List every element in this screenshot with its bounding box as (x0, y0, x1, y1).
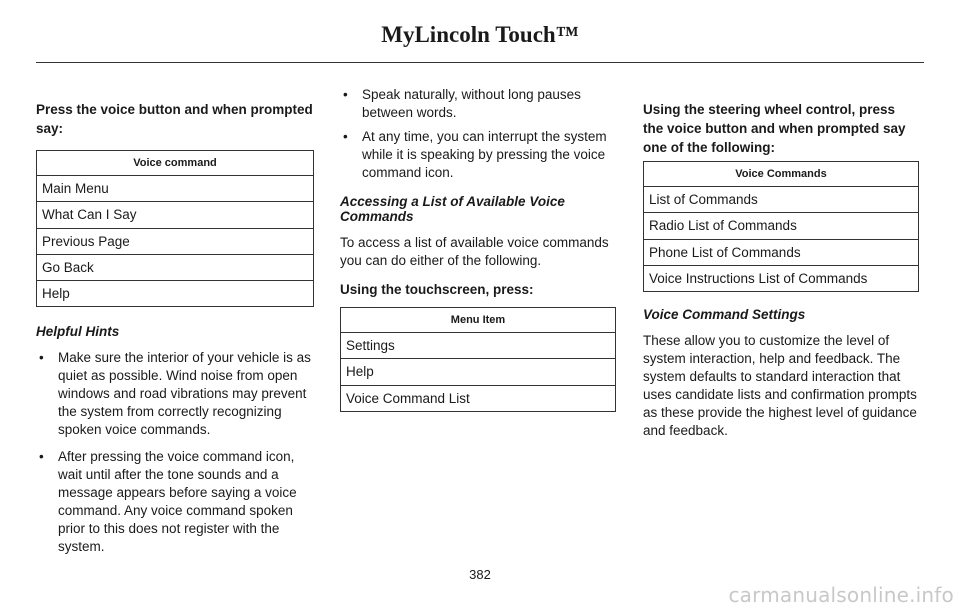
table-row: Go Back (37, 254, 314, 280)
voice-command-table (36, 150, 314, 307)
table-row: Help (37, 281, 314, 307)
intro-paragraph: To access a list of available voice commands you can do either of the following. (340, 235, 609, 268)
table-row: Main Menu (37, 176, 314, 202)
table-row: Radio List of Commands (644, 213, 919, 239)
helpful-hints-heading: Helpful Hints (36, 324, 120, 340)
settings-paragraph: These allow you to customize the level of system interaction, help and feedback. The system defaults to standard interaction that uses candidate lists and confirmation prompts as these provide the highest level of guidance and feedback. (643, 333, 917, 439)
middle-column (340, 86, 616, 412)
table-row: List of Commands (644, 187, 919, 213)
menu-item-table (340, 307, 616, 412)
left-lead-text: Press the voice button and when prompted say: (36, 102, 313, 136)
table-row: What Can I Say (37, 202, 314, 228)
bullet-icon: • (343, 129, 348, 144)
page-header-title: MyLincoln Touch™ (381, 22, 579, 47)
voice-settings-heading: Voice Command Settings (643, 307, 806, 323)
right-column (643, 86, 919, 440)
list-item: • At any time, you can interrupt the system while it is speaking by pressing the voice command icon. (343, 129, 607, 180)
table-row: Previous Page (37, 228, 314, 254)
left-column (36, 86, 314, 556)
page-number: 382 (469, 567, 491, 582)
table-row: Voice Command List (341, 385, 616, 411)
voice-commands-table (643, 161, 919, 292)
list-item: • Speak naturally, without long pauses between words. (343, 87, 581, 120)
bullet-icon: • (343, 87, 348, 102)
steering-wheel-lead-text: Using the steering wheel control, press the voice button and when prompted say one of the following: (643, 102, 906, 155)
table-row: Help (341, 359, 616, 385)
helpful-hints-list (36, 349, 314, 556)
list-item: • After pressing the voice command icon, wait until after the tone sounds and a message appears before saying a voice command. Any voice command spoken prior to this does not register with the system. (39, 449, 297, 555)
table-header: Voice command (37, 151, 314, 176)
bullet-icon: • (39, 350, 44, 366)
table-row: Settings (341, 333, 616, 359)
table-header: Menu Item (341, 308, 616, 333)
list-item: • Make sure the interior of your vehicle is as quiet as possible. Wind noise from open windows and road vibrations may prevent the system from correctly recognizing spoken voice commands. (39, 350, 311, 438)
section-heading: Accessing a List of Available Voice Commands (340, 194, 565, 224)
speaking-tips-list (340, 86, 616, 182)
table-header: Voice Commands (644, 162, 919, 187)
bullet-icon: • (39, 449, 44, 465)
table-row: Phone List of Commands (644, 239, 919, 265)
watermark: carmanualsonline.info (728, 583, 954, 607)
header-divider (36, 62, 924, 63)
table-row: Voice Instructions List of Commands (644, 265, 919, 291)
touchscreen-lead-text: Using the touchscreen, press: (340, 282, 534, 297)
